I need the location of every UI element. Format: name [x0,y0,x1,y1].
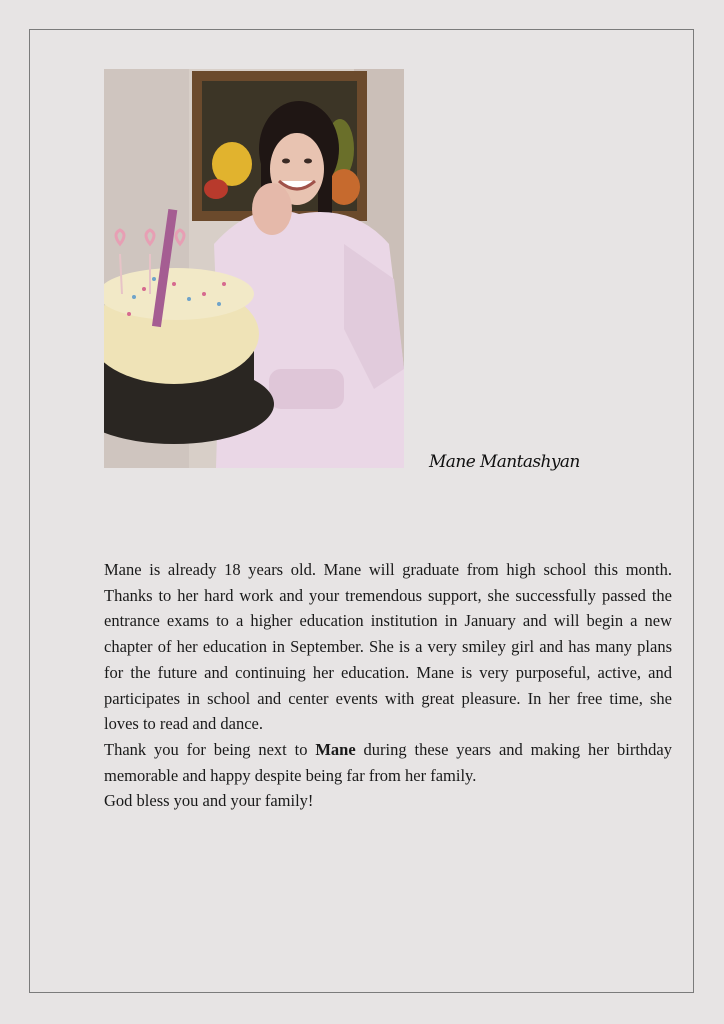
eye-left [282,159,290,164]
thanks-name: Mane [315,739,356,759]
photo-caption: Mane Mantashyan [429,452,580,472]
paragraph-about: Mane is already 18 years old. Mane will graduate from high school this month. Thanks to her hard work and your tremendous support, she successfully passed the entrance exams to a higher education institution in January and will begin a new chapter of her education in September. She is a very smiley girl and has many plans for the future and continuing her education. Mane is very purposeful, active, and participates in school and center events with great pleasure. In her free time, she loves to read and dance. [104,560,672,734]
photo [104,69,404,468]
birthday-photo [104,69,404,468]
painting-fruit-2 [204,179,228,199]
cake-top [104,268,254,320]
eye-right [304,159,312,164]
letter-body [104,557,672,814]
hoodie-pocket [269,369,344,409]
thanks-prefix: Thank you for being next to [104,739,316,759]
thanks-suffix: during these years and making her birthday memorable and happy despite being far from her family. [104,739,672,785]
paragraph-blessing: God bless you and your family! [104,791,314,811]
hands [252,183,292,235]
paragraph-thanks [104,737,672,788]
